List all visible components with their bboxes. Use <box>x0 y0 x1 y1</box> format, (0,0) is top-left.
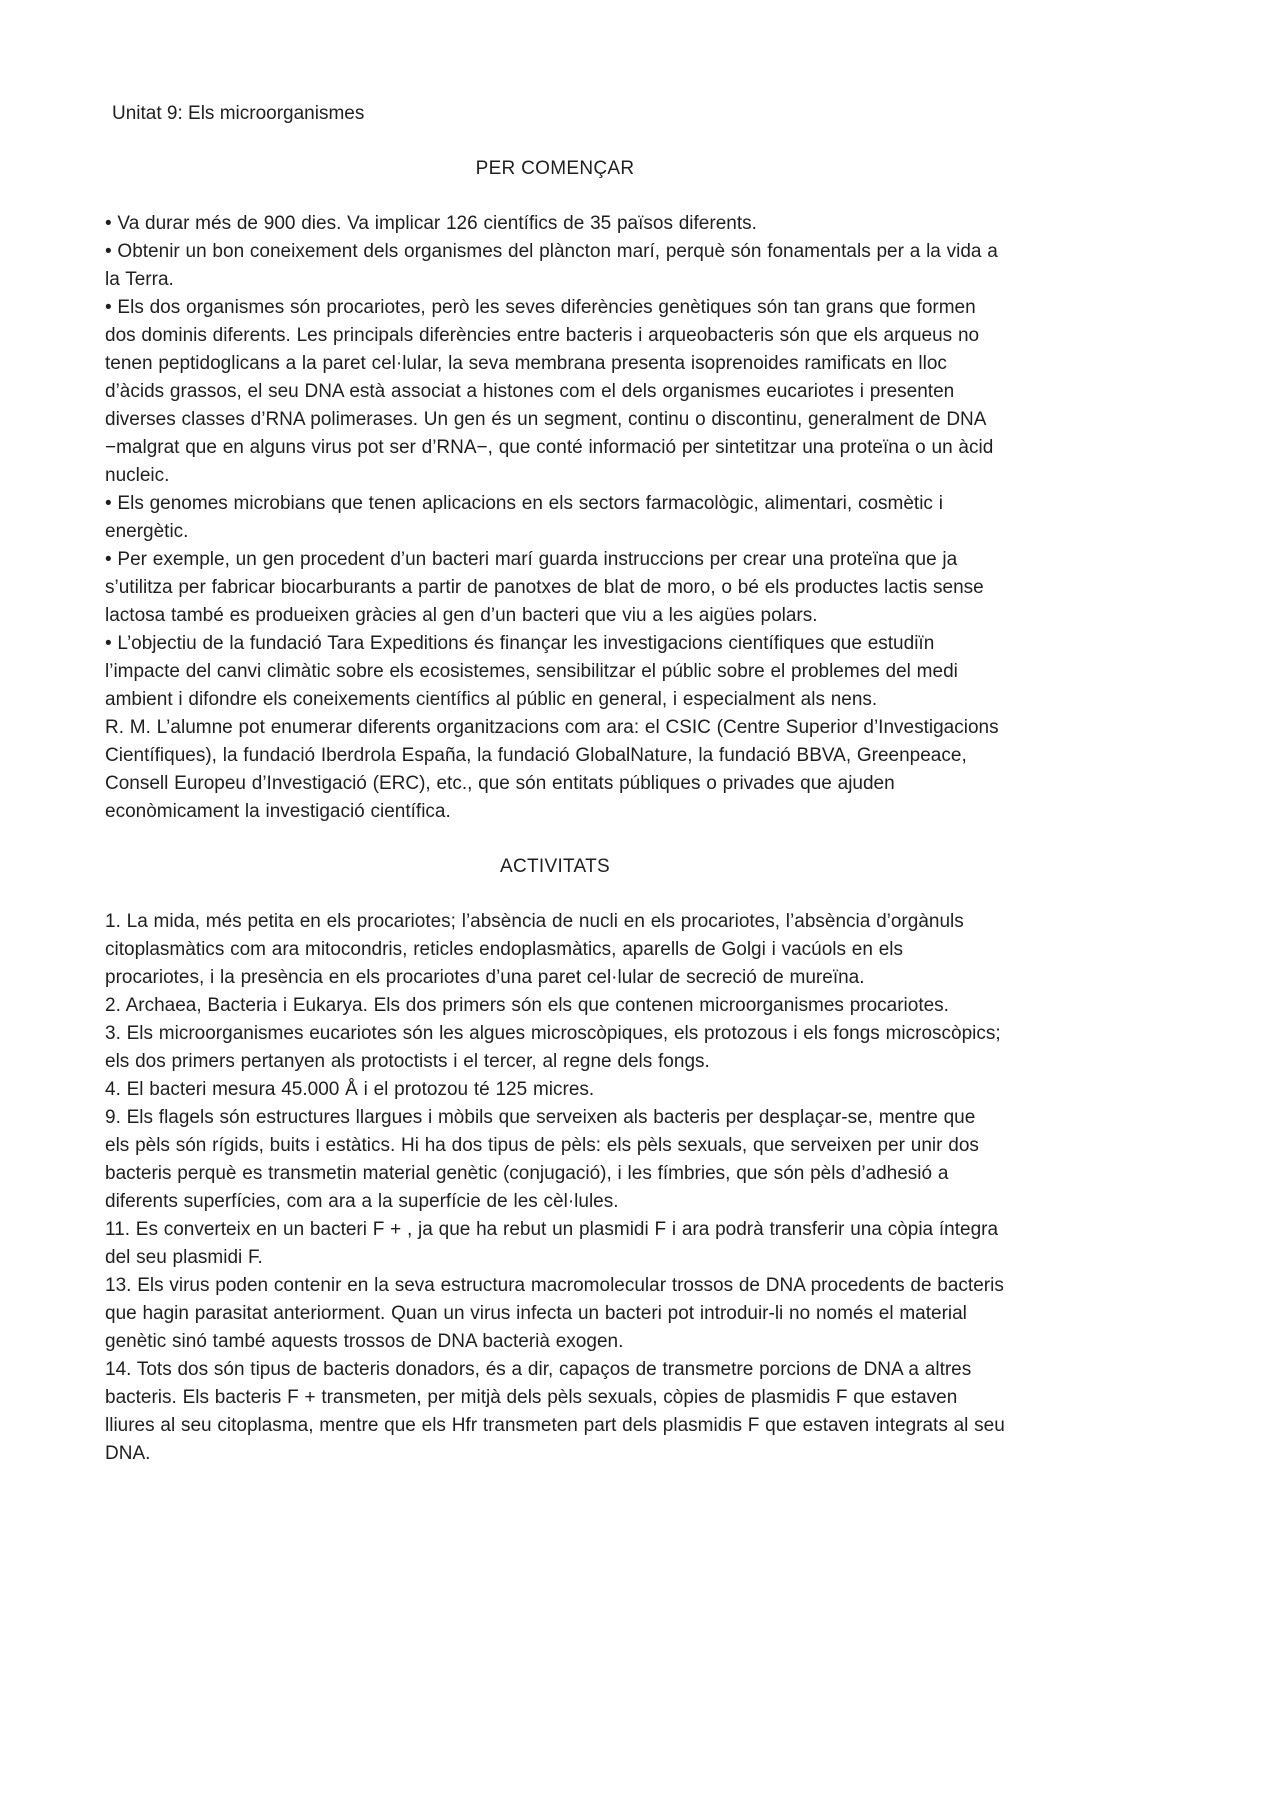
section-per-comencar <box>105 155 1005 826</box>
section-heading-per-comencar: PER COMENÇAR <box>475 158 635 179</box>
paragraph: 9. Els flagels són estructures llargues i mòbils que serveixen als bacteris per desplaçar-se, mentre que els pèls són rígids, buits i estàtics. Hi ha dos tipus de pèls: els pèls sexuals, que serveixen per unir dos bacteris perquè es transmetin material genètic (conjugació), i les fímbries, que són pèls d’adhesió a diferents superfícies, com ara a la superfície de les cèl·lules. <box>105 1107 979 1212</box>
paragraph: 11. Es converteix en un bacteri F + , ja que ha rebut un plasmidi F i ara podrà transferir una còpia íntegra del seu plasmidi F. <box>105 1219 999 1268</box>
paragraph: 14. Tots dos són tipus de bacteris donadors, és a dir, capaços de transmetre porcions de DNA a altres bacteris. Els bacteris F + transmeten, per mitjà dels pèls sexuals, còpies de plasmidis F que estaven lliures al seu citoplasma, mentre que els Hfr transmeten part dels plasmidis F que estaven integrats al seu DNA. <box>105 1359 1005 1464</box>
section-activitats <box>105 853 1005 1468</box>
paragraph: 3. Els microorganismes eucariotes són les algues microscòpiques, els protozous i els fongs microscòpics; els dos primers pertanyen als protoctists i el tercer, al regne dels fongs. <box>105 1023 1001 1072</box>
paragraph: • Els dos organismes són procariotes, però les seves diferències genètiques són tan grans que formen dos dominis diferents. Les principals diferències entre bacteris i arqueobacteris són que els arqueus no tenen peptidoglicans a la paret cel·lular, la seva membrana presenta isoprenoides ramificats en lloc d’àcids grassos, el seu DNA està associat a histones com el dels organismes eucariotes i presenten diverses classes d’RNA polimerases. Un gen és un segment, continu o discontinu, generalment de DNA −malgrat que en alguns virus pot ser d’RNA−, que conté informació per sintetitzar una proteïna o un àcid nucleic. <box>105 297 994 486</box>
paragraph: • L’objectiu de la fundació Tara Expeditions és finançar les investigacions científiques que estudiïn l’impacte del canvi climàtic sobre els ecosistemes, sensibilitzar el públic sobre el problemes del medi ambient i difondre els coneixements científics al públic en general, i especialment als nens. <box>105 633 958 710</box>
paragraph: 1. La mida, més petita en els procariotes; l’absència de nucli en els procariotes, l’absència d’orgànuls citoplasmàtics com ara mitocondris, reticles endoplasmàtics, aparells de Golgi i vacúols en els procariotes, i la presència en els procariotes d’una paret cel·lular de secreció de mureïna. <box>105 911 964 988</box>
section-heading-activitats: ACTIVITATS <box>500 856 610 877</box>
paragraph: • Obtenir un bon coneixement dels organismes del plàncton marí, perquè són fonamentals per a la vida a la Terra. <box>105 241 998 290</box>
paragraph: R. M. L’alumne pot enumerar diferents organitzacions com ara: el CSIC (Centre Superior d’Investigacions Científiques), la fundació Iberdrola España, la fundació GlobalNature, la fundació BBVA, Greenpeace, Consell Europeu d’Investigació (ERC), etc., que són entitats públiques o privades que ajuden econòmicament la investigació científica. <box>105 717 999 822</box>
paragraph: • Els genomes microbians que tenen aplicacions en els sectors farmacològic, alimentari, cosmètic i energètic. <box>105 493 943 542</box>
document-title: Unitat 9: Els microorganismes <box>112 103 365 124</box>
paragraph: 13. Els virus poden contenir en la seva estructura macromolecular trossos de DNA procedents de bacteris que hagin parasitat anteriorment. Quan un virus infecta un bacteri pot introduir-li no només el material genètic sinó també aquests trossos de DNA bacterià exogen. <box>105 1275 1004 1352</box>
paragraph: • Per exemple, un gen procedent d’un bacteri marí guarda instruccions per crear una proteïna que ja s’utilitza per fabricar biocarburants a partir de panotxes de blat de moro, o bé els productes lactis sense lactosa també es produeixen gràcies al gen d’un bacteri que viu a les aigües polars. <box>105 549 984 626</box>
paragraph: 4. El bacteri mesura 45.000 Å i el protozou té 125 micres. <box>105 1079 595 1100</box>
paragraph: • Va durar més de 900 dies. Va implicar 126 científics de 35 països diferents. <box>105 213 757 234</box>
paragraph: 2. Archaea, Bacteria i Eukarya. Els dos primers són els que contenen microorganismes procariotes. <box>105 995 949 1016</box>
